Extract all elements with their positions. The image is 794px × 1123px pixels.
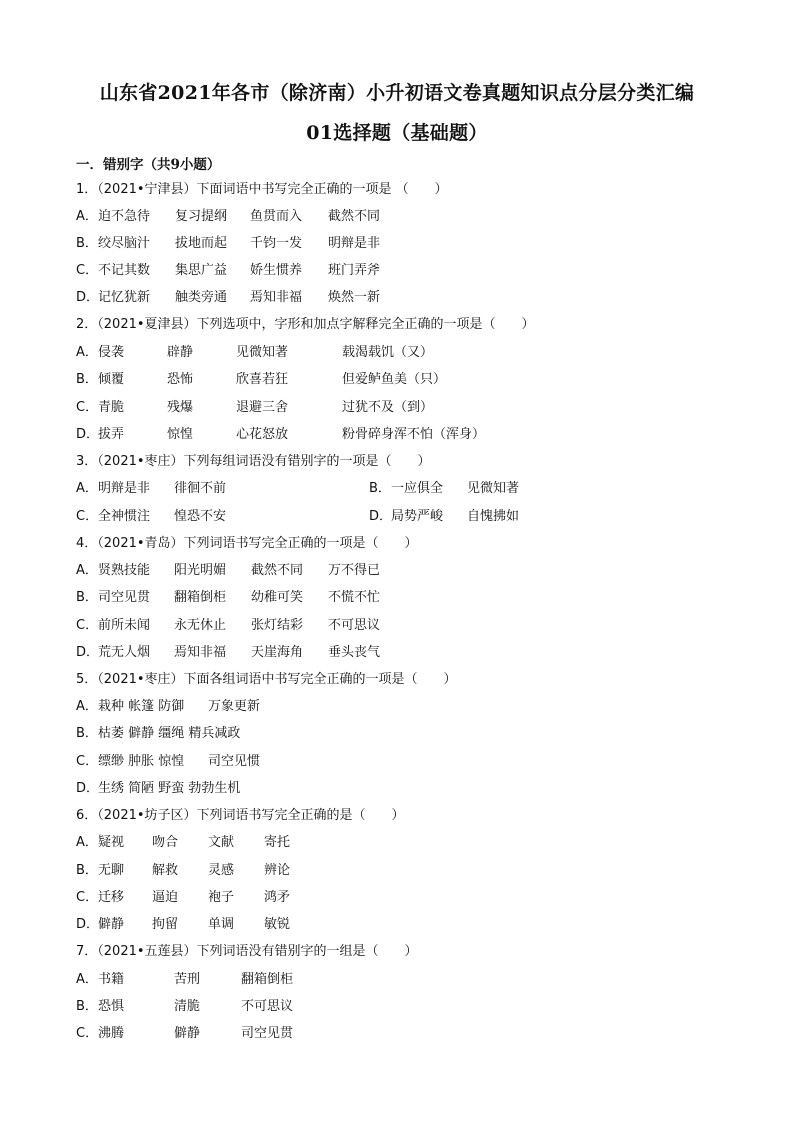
option-label: D． [76,427,100,442]
option-item: 垂头丧气 [328,645,381,660]
option-label: B． [76,236,98,251]
option-item: 见微知著 [236,345,289,360]
option-item: 司空见惯 [208,754,261,769]
option-label: A． [76,699,98,714]
option-item: 万象更新 [208,699,261,714]
option-label: B． [76,863,98,878]
option-item: 局势严峻 [391,509,444,524]
option-item: 心花怒放 [236,427,289,442]
option-label: A． [76,563,98,578]
option-item: 娇生惯养 [250,263,303,278]
option-item: 恐惧 [98,999,125,1014]
option-item: 自愧拂如 [467,509,520,524]
option-item: 寄托 [264,835,291,850]
option-item: 缥缈 肿胀 惊惶 [98,754,185,769]
option-item: 截然不同 [251,563,304,578]
option-item: 全神惯注 [98,509,151,524]
option-item: 侵袭 [98,345,125,360]
option-item: 辟静 [167,345,194,360]
option-item: 见微知著 [467,481,520,496]
option-label: C． [76,618,99,633]
option-item: 过犹不及（到） [342,400,434,415]
option-label: C． [76,509,99,524]
option-item: 幼稚可笑 [251,590,304,605]
option-item: 生绣 简陋 野蛮 勃勃生机 [98,781,241,796]
option-label: D． [76,917,100,932]
option-item: 迁移 [98,890,125,905]
option-item: 袍子 [208,890,235,905]
option-label: D． [76,645,100,660]
option-item: 单调 [208,917,235,932]
option-item: 惊惶 [167,427,194,442]
question-stem: 7．（2021•五莲县）下列词语没有错别字的一组是（ ） [76,944,418,959]
option-item: 徘徊不前 [174,481,227,496]
option-label: A． [76,345,98,360]
option-item: 粉骨碎身浑不怕（浑身） [342,427,486,442]
option-item: 司空见贯 [241,1026,294,1041]
option-item: 天崖海角 [251,645,304,660]
option-item: 阳光明媚 [174,563,227,578]
option-item: 惶恐不安 [174,509,227,524]
option-item: 司空见贯 [98,590,151,605]
option-item: 但爱鲈鱼美（只） [342,372,447,387]
option-label: A． [76,481,98,496]
option-item: 恐怖 [167,372,194,387]
option-item: 焉知非福 [174,645,227,660]
option-item: 不可思议 [241,999,294,1014]
option-item: 栽种 帐篷 防御 [98,699,185,714]
option-label: D． [76,781,100,796]
option-item: 不慌不忙 [328,590,381,605]
option-item: 敏锐 [264,917,291,932]
option-item: 张灯结彩 [251,618,304,633]
question-stem: 6．（2021•坊子区）下列词语书写完全正确的是（ ） [76,808,405,823]
option-item: 灵感 [208,863,235,878]
title-line-1: 山东省2021年各市（除济南）小升初语文卷真题知识点分层分类汇编 [99,82,695,104]
option-label: B． [76,590,98,605]
option-item: 倾覆 [98,372,125,387]
option-item: 拔地而起 [175,236,228,251]
option-item: 迫不急待 [98,209,151,224]
option-label: B． [76,726,98,741]
option-item: 逼迫 [152,890,179,905]
option-label: B． [76,999,98,1014]
option-item: 集思广益 [175,263,228,278]
option-item: 明辩是非 [328,236,381,251]
option-label: A． [76,972,98,987]
option-item: 记忆犹新 [98,290,151,305]
option-item: 荒无人烟 [98,645,151,660]
option-item: 退避三舍 [236,400,289,415]
option-item: 疑视 [98,835,125,850]
option-label: C． [76,263,99,278]
option-item: 文献 [208,835,235,850]
option-label: D． [76,290,100,305]
option-label: C． [76,400,99,415]
option-item: 鸿矛 [264,890,291,905]
option-item: 千钧一发 [250,236,303,251]
option-item: 一应俱全 [391,481,444,496]
option-label: B． [369,481,391,496]
option-item: 不可思议 [328,618,381,633]
option-label: C． [76,890,99,905]
option-label: C． [76,754,99,769]
option-item: 焉知非福 [250,290,303,305]
option-item: 欣喜若狂 [236,372,289,387]
option-item: 解救 [152,863,179,878]
question-stem: 5．（2021•枣庄）下面各组词语中书写完全正确的一项是（ ） [76,672,457,687]
option-item: 贤熟技能 [98,563,151,578]
option-item: 载渴载饥（又） [342,345,434,360]
option-item: 吻合 [152,835,179,850]
option-item: 翻箱倒柜 [241,972,294,987]
option-label: D． [369,509,393,524]
option-item: 永无休止 [174,618,227,633]
option-item: 拘留 [152,917,179,932]
option-label: A． [76,209,98,224]
option-item: 残爆 [167,400,194,415]
question-stem: 1．（2021•宁津县）下面词语中书写完全正确的一项是 （ ） [76,182,448,197]
question-stem: 3．（2021•枣庄）下列每组词语没有错别字的一项是（ ） [76,454,431,469]
option-item: 青脆 [98,400,125,415]
option-item: 拔弄 [98,427,125,442]
option-item: 苦刑 [174,972,201,987]
option-item: 书籍 [98,972,125,987]
option-item: 无聊 [98,863,125,878]
option-item: 鱼贯而入 [250,209,303,224]
option-label: B． [76,372,98,387]
option-item: 清脆 [174,999,201,1014]
option-item: 沸腾 [98,1026,125,1041]
option-item: 不记其数 [98,263,151,278]
option-item: 辨论 [264,863,291,878]
section-heading: 一．错别字（共9小题） [76,157,221,173]
option-item: 截然不同 [328,209,381,224]
question-stem: 2．（2021•夏津县）下列选项中，字形和加点字解释完全正确的一项是（ ） [76,317,535,332]
option-item: 枯萎 僻静 缰绳 精兵减政 [98,726,241,741]
option-item: 焕然一新 [328,290,381,305]
option-item: 班门弄斧 [328,263,381,278]
title-line-2: 01选择题（基础题） [306,122,488,144]
option-label: C． [76,1026,99,1041]
option-item: 万不得已 [328,563,381,578]
option-item: 触类旁通 [175,290,228,305]
option-item: 前所未闻 [98,618,151,633]
option-item: 复习提纲 [175,209,228,224]
option-item: 明辩是非 [98,481,151,496]
option-item: 翻箱倒柜 [174,590,227,605]
option-item: 绞尽脑汁 [98,236,151,251]
option-item: 僻静 [174,1026,201,1041]
option-item: 僻静 [98,917,125,932]
question-stem: 4．（2021•青岛）下列词语书写完全正确的一项是（ ） [76,536,418,551]
option-label: A． [76,835,98,850]
